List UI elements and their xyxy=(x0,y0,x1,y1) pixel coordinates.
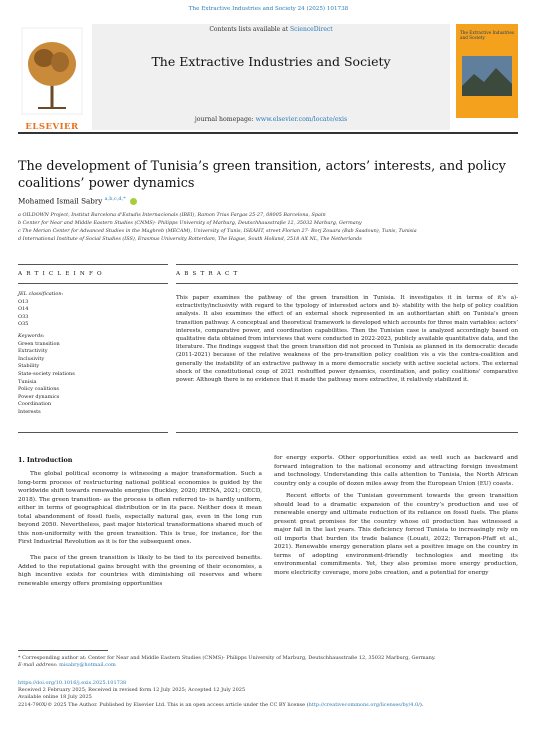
cover-photo xyxy=(462,56,512,96)
cover-title: The Extractive Industries and Society xyxy=(460,30,514,40)
abstract-rule xyxy=(176,283,518,284)
keyword: Stability xyxy=(18,363,40,370)
homepage-prefix: journal homepage: xyxy=(194,116,256,123)
jel-code: O35 xyxy=(18,321,29,328)
affiliation-b: b Center for Near and Middle Eastern Studies (CNMS)- Philipps University of Marburg, Deutschhausstraße 12, 35032 Marburg, Germany xyxy=(18,220,362,226)
license-link[interactable]: http://creativecommons.org/licenses/by/4.0/ xyxy=(308,701,420,708)
section-heading-introduction: 1. Introduction xyxy=(18,456,73,464)
affiliation-d: d International Institute of Social Studies (ISS), Erasmus University Rotterdam, The Hague, South Holland, 2518 AX NL, The Netherlands xyxy=(18,236,362,242)
author-affiliation-marks[interactable]: a,b,c,d,* xyxy=(104,196,126,202)
jel-block xyxy=(18,291,168,329)
article-info-rule-top xyxy=(18,264,168,265)
jel-code: O33 xyxy=(18,313,29,320)
masthead-band xyxy=(92,24,450,130)
intro-paragraph: Recent efforts of the Tunisian government towards the green transition should lead to a dramatic expansion of the country’s production and use of renewable energy and ultimate reduction of its reliance on fossil fuels. The plans present great promises for the country whose oil production has witnessed a major fall in the last years. This deficiency forced Tunisia to increasingly rely on oil imports that burden its trade balance (Louati, 2022; Terrapon-Pfaff et al., 2021). Renewable energy generation plans set a positive image on the country in terms of adopting environment-friendly technologies and meeting its environmental commitments. Yet, they also promise more energy production, more electricity coverage, more jobs creation, and a potential for energy xyxy=(274,493,518,576)
affiliation-a: a OILDOWN Project, Institut Barcelona d’Estudis Internacionals (IBEI), Ramon Trias Fargas 25-27, 08005 Barcelona, Spain xyxy=(18,212,326,218)
keyword: Tunisia xyxy=(18,378,37,385)
publication-info xyxy=(18,680,518,709)
journal-homepage xyxy=(92,116,450,123)
intro-paragraph: The pace of the green transition is likely to be tied to its perceived benefits. Added to the reputational gains brought with the greening of their economies, a high incentive exists for countries with diminishing oil reserves and where renewable energy offers promising opportunities xyxy=(18,555,262,587)
corresponding-author: * Corresponding author at: Center for Near and Middle Eastern Studies (CNMS)- Philipps University of Marburg, Deutschhausstraße 12, 35032 Marburg, Germany. xyxy=(18,655,436,661)
jel-heading: JEL classification: xyxy=(18,291,64,297)
journal-citation[interactable]: The Extractive Industries and Society 24 (2025) 101738 xyxy=(188,6,349,12)
affiliation-c: c The Merian Center for Advanced Studies in the Maghreb (MECAM), University of Tunis, ISEAHT, street Florian 27- Borj Zouara (Bab Saadoun), Tunis, Tunisia xyxy=(18,228,417,234)
publisher-name: ELSEVIER xyxy=(25,122,79,132)
license-suffix: ). xyxy=(419,701,424,708)
abstract-rule-top xyxy=(176,264,518,265)
email-link[interactable]: misabry@hotmail.com xyxy=(59,662,116,669)
keyword: Extractivity xyxy=(18,348,48,355)
keyword: Coordination xyxy=(18,401,52,408)
intro-paragraph: The global political economy is witnessing a major transformation. Such a long-term process of restructuring national political economies is guided by the worldwide shift towards renewable energies (Buckley, 2020; IRENA, 2021; OECD, 2018). The green transition- as the process is often referred to- is hardly uniform, either in terms of geographical distribution or in its pace. Neither does it mean total abandonment of fossil fuels, especially natural gas, even in the long run beyond 2050. Nevertheless, past major historical transformations shared much of this non-uniformity with the green transition. This is true, for instance, for the First Industrial Revolution as it is for the subsequent ones. xyxy=(18,471,262,545)
keywords-block xyxy=(18,333,168,417)
sciencedirect-link[interactable]: ScienceDirect xyxy=(290,26,333,33)
article-title: The development of Tunisia’s green transition, actors’ interests, and policy coalitions’ power dynamics xyxy=(18,159,506,191)
email-line xyxy=(18,662,518,669)
article-info-rule-bottom xyxy=(18,432,168,433)
keyword: State-society relations xyxy=(18,370,75,377)
keyword: Policy coalitions xyxy=(18,386,59,393)
orcid-icon[interactable] xyxy=(130,198,137,205)
license-line xyxy=(18,702,518,709)
received-dates: Received 2 February 2025; Received in revised form 12 July 2025; Accepted 12 July 2025 xyxy=(18,687,246,694)
abstract-text: This paper examines the pathway of the green transition in Tunisia. It investigates it in terms of it’s a)- extractivity/inclusivity with regard to the typology of interested actors and b)- stability with the help of policy coalition analysis. It also examines the effect of an external shock represented in an authoritarian shift on Tunisia’s green transition pathway. A conceptual and theoretical framework is developed which accounts for three main variables: actors’ interests, comparative power, and coordination capabilities. Then the Tunisian case is analyzed accordingly based on qualitative data obtained from interviews that were conducted in 2022-2023, publicly available quantitative data, and the literature. The findings suggest that the green transition did not proceed in Tunisia as planned in its democratic decade (2011-2021) because of the relative weakness of the pro-transition policy coalition vis a vis the contra-coalition and generally the instability of an extractive pathway in a more democratic society with active societal actors. The external shock of the constitutional coup of 2021 reshuffled power dynamics, coordination, and policy coalitions’ comparative power. Although there is no evidence that it made the pathway more extractive, it relatively stabilized it. xyxy=(176,295,518,384)
keyword: Inclusivity xyxy=(18,355,45,362)
keyword: Interests xyxy=(18,408,41,415)
jel-code: O13 xyxy=(18,298,29,305)
elsevier-tree-logo xyxy=(18,24,86,120)
article-info-rule xyxy=(18,283,168,284)
available-online: Available online 18 July 2025 xyxy=(18,694,92,701)
keywords-heading: Keywords: xyxy=(18,333,45,339)
footnote-rule xyxy=(18,650,108,651)
article-info-heading: A R T I C L E I N F O xyxy=(18,271,103,277)
masthead-rule xyxy=(18,132,518,134)
author-name[interactable]: Mohamed Ismail Sabry xyxy=(18,196,103,206)
intro-paragraph: for energy exports. Other opportunities exist as well such as backward and forward integration to the national economy and attracting foreign investment and technology. Understanding this calls attention to Tunisia, the North African country only a couple of dozen miles away from the European Union (EU) coasts. xyxy=(274,455,518,487)
abstract-heading: A B S T R A C T xyxy=(176,271,239,277)
email-label: E-mail address: xyxy=(18,662,60,669)
keyword: Power dynamics xyxy=(18,393,60,400)
contents-line xyxy=(92,26,450,33)
author-line xyxy=(18,196,518,205)
contents-prefix: Contents lists available at xyxy=(209,26,291,33)
abstract-rule-bottom xyxy=(176,432,518,433)
keyword: Green transition xyxy=(18,340,60,347)
jel-code: O14 xyxy=(18,306,29,313)
corresponding-author-note xyxy=(18,655,518,669)
homepage-link[interactable]: www.elsevier.com/locate/exis xyxy=(255,116,348,123)
license-prefix: 2214-790X/© 2025 The Author. Published by Elsevier Ltd. This is an open access article under the CC BY license ( xyxy=(18,701,309,708)
journal-title: The Extractive Industries and Society xyxy=(151,54,391,69)
doi-link[interactable]: https://doi.org/10.1016/j.exis.2025.101738 xyxy=(18,680,127,686)
